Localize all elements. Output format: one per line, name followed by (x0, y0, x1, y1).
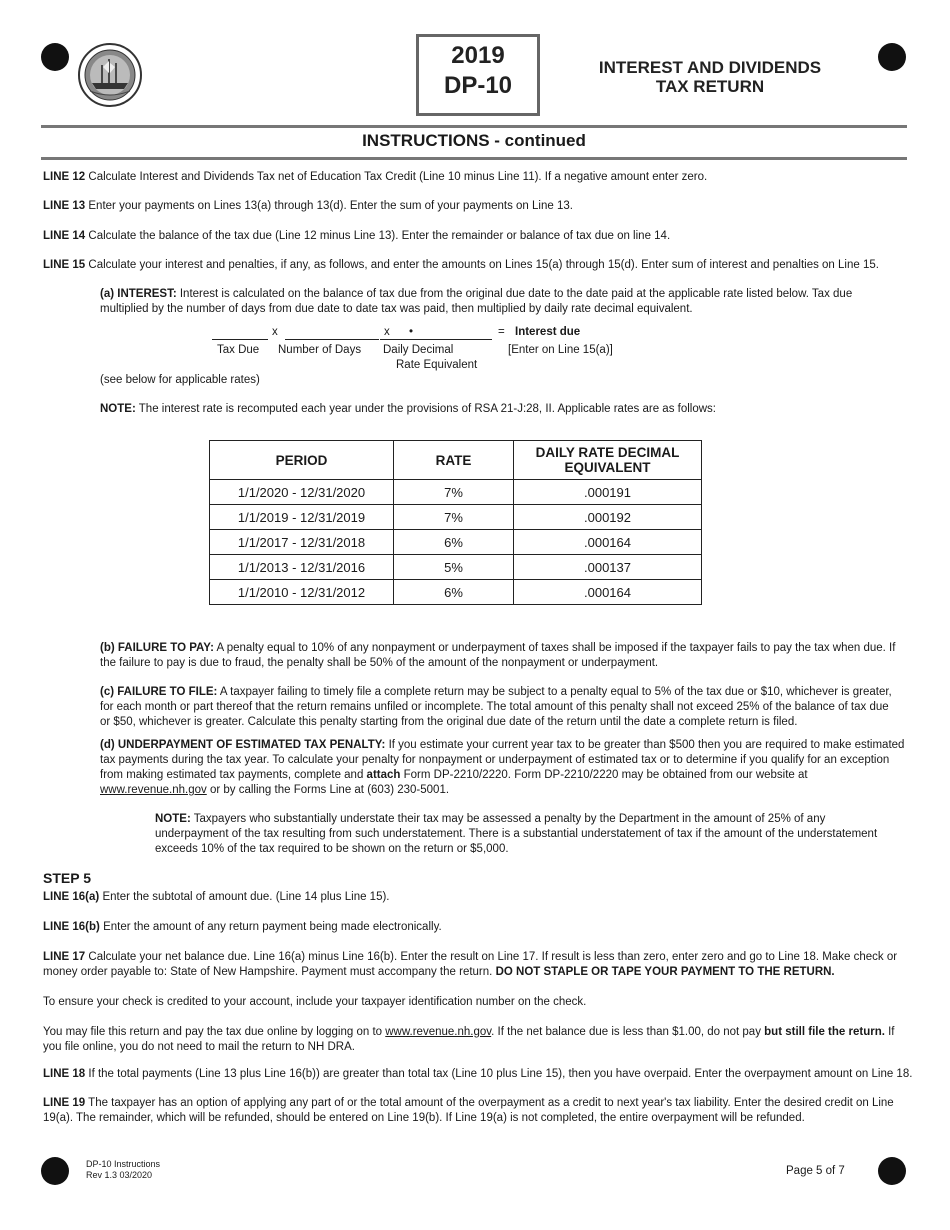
line-19-text: LINE 19 The taxpayer has an option of applying any part of or the total amount of the overpayment as a credit to next year's tax liability. Enter the desired credit on Line 19(a). The remainder, which will be refunded, should be entered on Line 19(b). If Line 19(a) is not completed, the entire overpayment will be refunded. (43, 1097, 894, 1124)
rate-cell: 7% (394, 480, 514, 505)
return-title: INTEREST AND DIVIDENDS TAX RETURN (598, 58, 822, 96)
revenue-online-link[interactable]: www.revenue.nh.gov (385, 1026, 492, 1038)
online-filing-text: You may file this return and pay the tax due online by logging on to www.revenue.nh.gov. If the net balance due is less than $1.00, do not pay but still file the return. If you file online, you do not need to mail the return to NH DRA. (43, 1026, 895, 1053)
table-row (210, 480, 702, 505)
daily-rate-cell: .000164 (514, 580, 702, 605)
period-cell: 1/1/2017 - 12/31/2018 (210, 530, 394, 555)
period-cell: 1/1/2020 - 12/31/2020 (210, 480, 394, 505)
line-16b-text: LINE 16(b) Enter the amount of any return payment being made electronically. (43, 921, 442, 933)
daily-rate-cell: .000191 (514, 480, 702, 505)
failure-to-pay-paragraph: (b) FAILURE TO PAY: A penalty equal to 10% of any nonpayment or underpayment of taxes shall be imposed if the taxpayer fails to pay the tax when due. If the failure to pay is due to fraud, the penalty shall be 50% of the amount of the nonpayment or underpayment. (100, 642, 896, 669)
form-number: DP-10 (443, 72, 513, 99)
formula-result: Interest due (515, 326, 581, 338)
header-period: PERIOD (210, 441, 394, 480)
line-13-text: LINE 13 Enter your payments on Lines 13(a) through 13(d). Enter the sum of your payments on Line 13. (43, 200, 573, 212)
form-title-box (416, 34, 540, 116)
rate-cell: 6% (394, 530, 514, 555)
period-cell: 1/1/2019 - 12/31/2019 (210, 505, 394, 530)
rate-cell: 5% (394, 555, 514, 580)
see-below-note: (see below for applicable rates) (100, 374, 260, 386)
header-daily-rate: DAILY RATE DECIMAL EQUIVALENT (514, 441, 702, 480)
number-of-days-blank (285, 339, 379, 340)
header-rule-top (41, 125, 907, 128)
table-row (210, 555, 702, 580)
rate-table-header (210, 441, 702, 480)
header-rule-bottom (41, 157, 907, 160)
table-row (210, 505, 702, 530)
underpayment-paragraph: (d) UNDERPAYMENT OF ESTIMATED TAX PENALTY: If you estimate your current year tax to be greater than $500 then you are required to make estimated tax payments during the tax year. To calculate your penalty for nonpayment or underpayment of estimated tax or to determine if you qualify for an exception from making estimated tax payments, complete and attach Form DP-2210/2220. Form DP-2210/2220 may be obtained from our website at www.revenue.nh.gov or by calling the Forms Line at (603) 230-5001. (100, 739, 905, 796)
failure-to-file-paragraph: (c) FAILURE TO FILE: A taxpayer failing to timely file a complete return may be subject to a penalty equal to 5% of the tax due or $10, whichever is greater, for each month or part thereof that the return remains unfiled or incomplete. The total amount of this penalty shall not exceed 25% of the balance of tax due or $50, whichever is greater. Calculate this penalty starting from the original due date of the return until the date a complete return is filed. (100, 686, 892, 728)
rate-table (209, 440, 702, 605)
rate-cell: 7% (394, 505, 514, 530)
formula-num-days-label: Number of Days (278, 344, 362, 356)
footer-doc-info: DP-10 Instructions Rev 1.3 03/2020 (86, 1159, 161, 1180)
line-18-text: LINE 18 If the total payments (Line 13 plus Line 16(b)) are greater than total tax (Line 10 plus Line 15), then you have overpaid. Enter the overpayment amount on Line 18. (43, 1068, 913, 1080)
period-cell: 1/1/2010 - 12/31/2012 (210, 580, 394, 605)
daily-rate-cell: .000192 (514, 505, 702, 530)
formula-enter-on-label: [Enter on Line 15(a)] (508, 344, 613, 356)
page-number: Page 5 of 7 (786, 1165, 845, 1177)
form-year: 2019 (451, 42, 505, 69)
step-5-heading: STEP 5 (43, 870, 91, 886)
formula-rate-equiv-label: Rate Equivalent (396, 359, 478, 371)
formula-bullet: • (409, 326, 414, 338)
state-seal-icon (78, 43, 142, 107)
rate-cell: 6% (394, 580, 514, 605)
daily-rate-cell: .000164 (514, 530, 702, 555)
line-12-text: LINE 12 Calculate Interest and Dividends Tax net of Education Tax Credit (Line 10 minus Line 11). If a negative amount enter zero. (43, 171, 708, 183)
daily-rate-blank (380, 339, 492, 340)
formula-x2: x (384, 326, 390, 338)
line-14-text: LINE 14 Calculate the balance of the tax due (Line 12 minus Line 13). Enter the remainder or balance of tax due on line 14. (43, 230, 671, 242)
line-16a-text: LINE 16(a) Enter the subtotal of amount due. (Line 14 plus Line 15). (43, 891, 390, 903)
registration-mark-top-right (878, 43, 906, 71)
formula-daily-decimal-label: Daily Decimal (383, 344, 454, 356)
check-note: To ensure your check is credited to your account, include your taxpayer identification number on the check. (43, 996, 587, 1008)
period-cell: 1/1/2013 - 12/31/2016 (210, 555, 394, 580)
revenue-website-link[interactable]: www.revenue.nh.gov (100, 784, 207, 796)
registration-mark-bottom-left (41, 1157, 69, 1185)
line-15-text: LINE 15 Calculate your interest and penalties, if any, as follows, and enter the amounts on Lines 15(a) through 15(d). Enter sum of interest and penalties on Line 15. (43, 259, 879, 271)
interest-paragraph: (a) INTEREST: Interest is calculated on the balance of tax due from the original due date to the date paid at the applicable rate listed below. Tax due multiplied by the number of days from due date to date tax was paid, then multiplied by daily rate decimal equivalent. (100, 288, 853, 315)
table-row (210, 530, 702, 555)
note-understatement: NOTE: Taxpayers who substantially understate their tax may be assessed a penalty by the Department in the amount of 25% of any underpayment of the tax resulting from such understatement. There is a substantial understatement of tax if the amount of the understatement exceeds 10% of the tax required to be shown on the return or $5,000. (155, 813, 878, 855)
tax-due-blank (212, 339, 268, 340)
note-interest-rate: NOTE: The interest rate is recomputed each year under the provisions of RSA 21-J:28, II. Applicable rates are as follows: (100, 403, 716, 415)
table-row (210, 580, 702, 605)
registration-mark-top-left (41, 43, 69, 71)
registration-mark-bottom-right (878, 1157, 906, 1185)
formula-x1: x (272, 326, 278, 338)
header-rate: RATE (394, 441, 514, 480)
line-17-text: LINE 17 Calculate your net balance due. Line 16(a) minus Line 16(b). Enter the result on Line 17. If result is less than zero, enter zero and go to Line 18. Make check or money order payable to: State of New Hampshire. Payment must accompany the return. DO NOT STAPLE OR TAPE YOUR PAYMENT TO THE RETURN. (43, 951, 898, 978)
section-title: INSTRUCTIONS - continued (362, 131, 586, 150)
formula-equals: = (498, 326, 505, 338)
daily-rate-cell: .000137 (514, 555, 702, 580)
formula-tax-due-label: Tax Due (217, 344, 260, 356)
